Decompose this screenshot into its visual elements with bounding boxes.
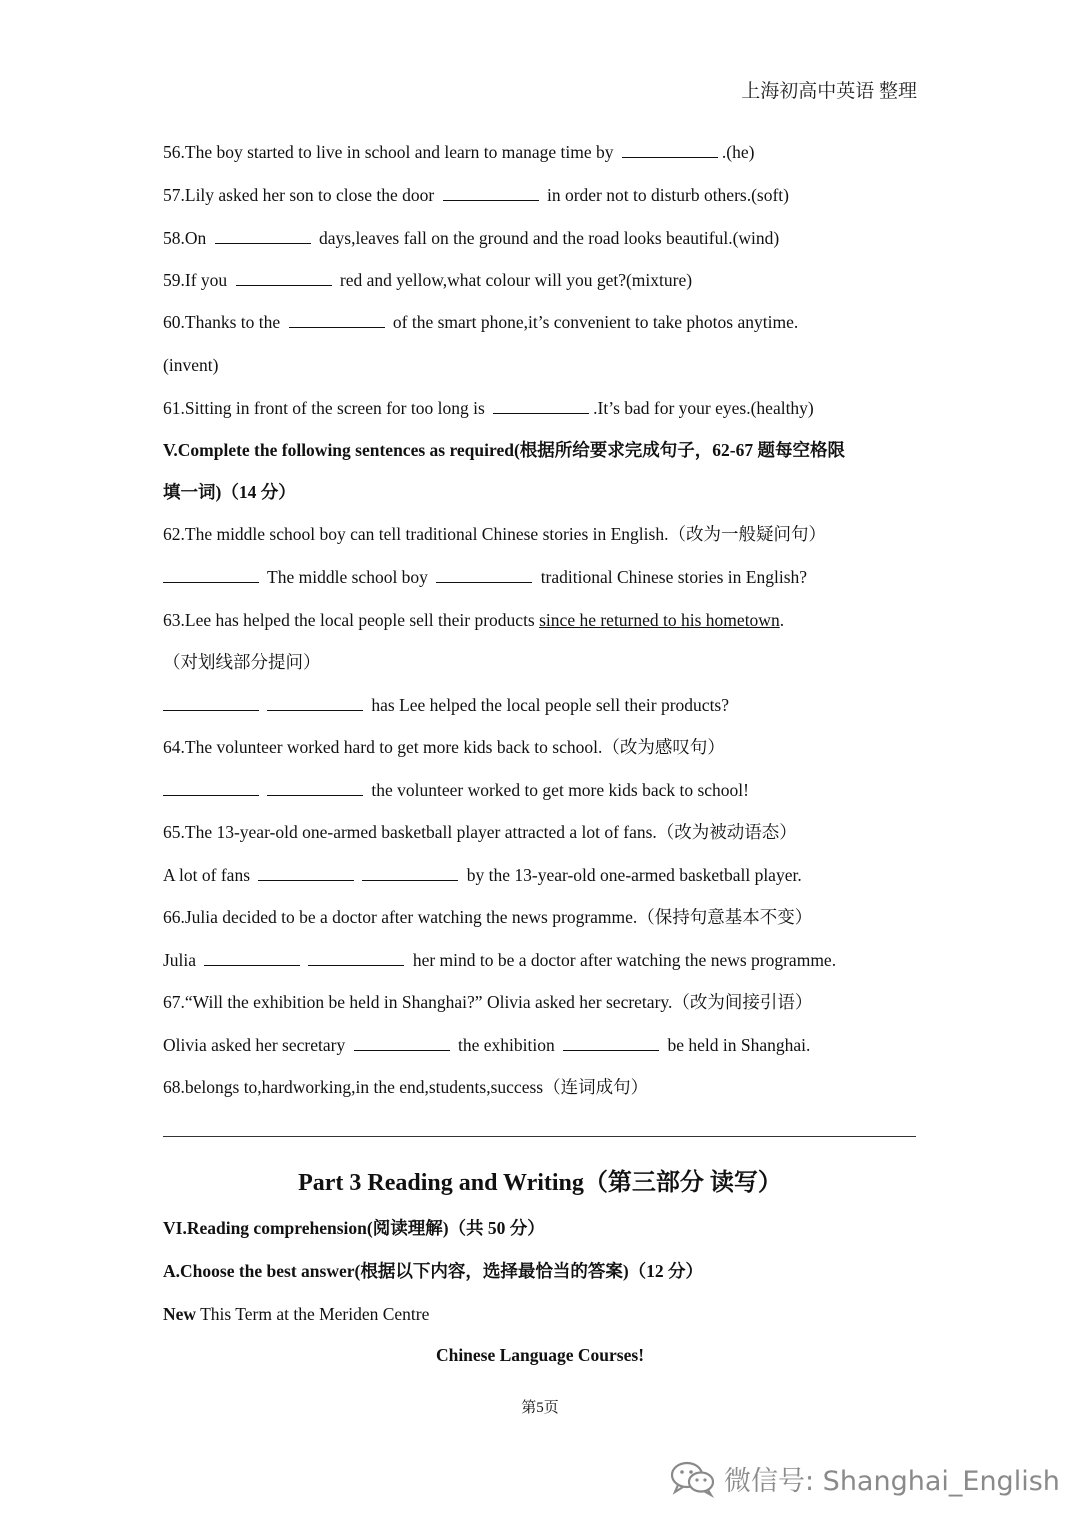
section-a-heading: A.Choose the best answer(根据以下内容，选择最恰当的答案)（12 分） [163,1261,704,1281]
answer-blank[interactable] [163,565,259,583]
answer-63: has Lee helped the local people sell their products? [163,693,729,717]
question-60-continued: (invent) [163,355,219,375]
question-68: 68.belongs to,hardworking,in the end,students,success（连词成句） [163,1077,649,1097]
answer-blank[interactable] [354,1033,450,1051]
answer-blank[interactable] [215,226,311,244]
answer-blank[interactable] [308,948,404,966]
section-v-heading-cont: 填一词)（14 分） [163,482,296,502]
passage-heading: New This Term at the Meriden Centre [163,1304,430,1324]
answer-blank[interactable] [443,183,539,201]
part-3-title: Part 3 Reading and Writing（第三部分 读写） [298,1170,782,1196]
watermark-text: 微信号: Shanghai_English [724,1465,1060,1497]
answer-blank[interactable] [163,693,259,711]
answer-62: The middle school boy traditional Chinese stories in English? [163,565,807,589]
section-vi-heading: VI.Reading comprehension(阅读理解)（共 50 分） [163,1218,545,1238]
section-v-heading: V.Complete the following sentences as required(根据所给要求完成句子，62-67 题每空格限 [163,440,845,460]
question-60: 60.Thanks to the of the smart phone,it’s convenient to take photos anytime. [163,312,799,332]
answer-blank[interactable] [267,693,363,711]
question-62: 62.The middle school boy can tell traditional Chinese stories in English.（改为一般疑问句） [163,524,826,544]
answer-66: Julia her mind to be a doctor after watching the news programme. [163,950,837,970]
answer-blank[interactable] [493,396,589,414]
answer-65: A lot of fans by the 13-year-old one-armed basketball player. [163,865,802,885]
underlined-phrase: since he returned to his hometown [539,610,780,630]
answer-blank[interactable] [563,1033,659,1051]
page-number: 第5页 [521,1400,559,1416]
answer-blank[interactable] [258,863,354,881]
answer-64: the volunteer worked to get more kids back to school! [163,778,749,802]
question-65: 65.The 13-year-old one-armed basketball player attracted a lot of fans.（改为被动语态） [163,822,797,842]
question-56: 56.The boy started to live in school and learn to manage time by .(he) [163,142,755,162]
answer-blank[interactable] [204,948,300,966]
answer-blank[interactable] [622,140,718,158]
answer-blank[interactable] [289,310,385,328]
question-66: 66.Julia decided to be a doctor after watching the news programme.（保持句意基本不变） [163,907,813,927]
question-61: 61.Sitting in front of the screen for too long is .It’s bad for your eyes.(healthy) [163,398,814,418]
answer-blank[interactable] [436,565,532,583]
question-67: 67.“Will the exhibition be held in Shanghai?” Olivia asked her secretary.（改为间接引语） [163,992,813,1012]
question-64: 64.The volunteer worked hard to get more kids back to school.（改为感叹句） [163,737,725,757]
question-63: 63.Lee has helped the local people sell their products since he returned to his hometown. [163,610,785,630]
answer-blank[interactable] [267,778,363,796]
answer-line[interactable] [163,1136,916,1137]
wechat-watermark [668,1458,1060,1498]
question-58: 58.On days,leaves fall on the ground and the road looks beautiful.(wind) [163,228,780,248]
wechat-icon [668,1458,718,1498]
question-63-note: （对划线部分提问） [163,652,321,672]
answer-blank[interactable] [163,778,259,796]
answer-blank[interactable] [236,268,332,286]
course-title: Chinese Language Courses! [435,1345,645,1365]
answer-67: Olivia asked her secretary the exhibition be held in Shanghai. [163,1035,811,1055]
question-57: 57.Lily asked her son to close the door in order not to disturb others.(soft) [163,185,789,205]
question-59: 59.If you red and yellow,what colour will you get?(mixture) [163,270,693,290]
answer-blank[interactable] [362,863,458,881]
page-header: 上海初高中英语 整理 [741,81,917,102]
